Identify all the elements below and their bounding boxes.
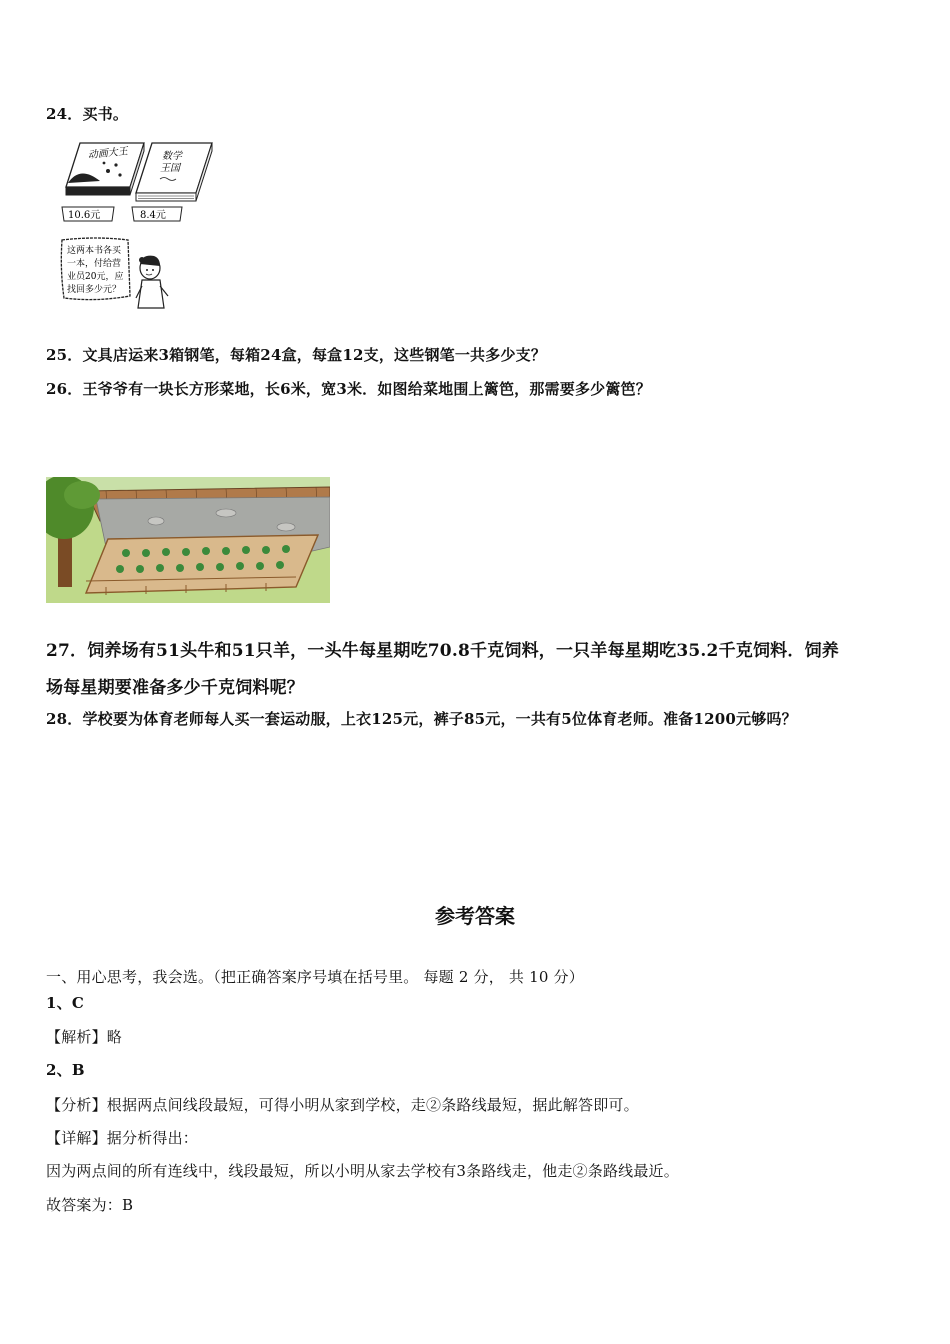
vegetable-garden-illustration bbox=[46, 477, 330, 603]
girl-figure bbox=[136, 256, 168, 308]
book1-cover-text: 动画大王 bbox=[87, 146, 129, 162]
speech-girl-illustration bbox=[56, 236, 180, 312]
answer-2-reason: 因为两点间的所有连线中，线段最短，所以小明从家去学校有3条路线走，他走②条路线最近。 bbox=[46, 1162, 679, 1180]
answers-heading: 参考答案 bbox=[435, 904, 515, 928]
answer-2: 2、B bbox=[46, 1061, 85, 1079]
speech-line-4: 找回多少元？ bbox=[67, 285, 122, 295]
question-27-line-1: 27．饲养场有51头牛和51只羊，一头牛每星期吃70.8千克饲料，一只羊每星期吃35.2千克饲料．饲养 bbox=[46, 641, 839, 661]
book1-price: 10.6元 bbox=[68, 210, 101, 221]
answer-2-analysis: 【分析】根据两点间线段最短，可得小明从家到学校，走②条路线最短，据此解答即可。 bbox=[46, 1096, 639, 1114]
answer-1-note: 【解析】略 bbox=[46, 1028, 123, 1046]
question-28: 28．学校要为体育老师每人买一套运动服，上衣125元，裤子85元，一共有5位体育老师。准备1200元够吗？ bbox=[46, 710, 797, 728]
answer-2-final: 故答案为：B bbox=[46, 1196, 134, 1214]
book2-cover-line2: 王国 bbox=[160, 163, 180, 174]
book2-cover-line1: 数学 bbox=[162, 151, 182, 162]
question-25: 25．文具店运来3箱钢笔，每箱24盒，每盒12支，这些钢笔一共多少支？ bbox=[46, 346, 547, 364]
answer-1: 1、C bbox=[46, 994, 84, 1012]
book2-price: 8.4元 bbox=[140, 210, 166, 221]
books-illustration bbox=[60, 135, 220, 227]
speech-line-3: 业员20元，应 bbox=[67, 272, 124, 282]
question-27-line-2: 场每星期要准备多少千克饲料呢？ bbox=[46, 678, 304, 698]
answer-2-detail: 【详解】据分析得出： bbox=[46, 1129, 199, 1147]
question-26: 26．王爷爷有一块长方形菜地，长6米，宽3米．如图给菜地围上篱笆，那需要多少篱笆？ bbox=[46, 380, 651, 398]
book-comic-king bbox=[66, 143, 144, 195]
section-1-heading: 一、用心思考，我会选。（把正确答案序号填在括号里。 每题 2 分， 共 10 分） bbox=[46, 968, 584, 986]
book-math-kingdom bbox=[136, 143, 212, 201]
speech-line-2: 一本，付给营 bbox=[67, 259, 122, 269]
speech-line-1: 这两本书各买 bbox=[67, 246, 122, 256]
question-24-title: 24．买书。 bbox=[46, 105, 129, 123]
